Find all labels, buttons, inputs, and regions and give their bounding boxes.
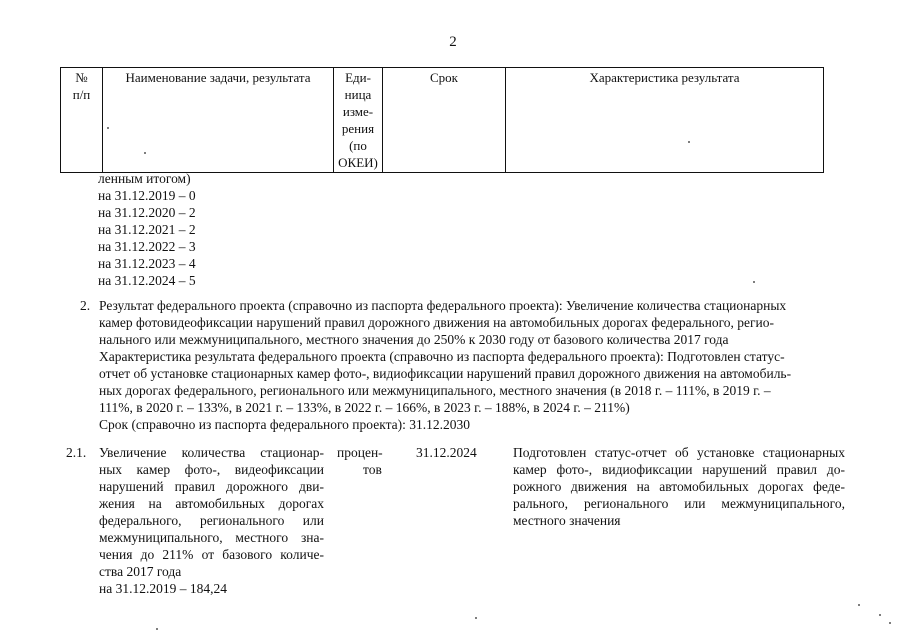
table-header bbox=[60, 67, 824, 173]
scan-speck bbox=[858, 604, 860, 606]
continuation-line: на 31.12.2020 – 2 bbox=[98, 205, 196, 220]
section-line: нального или межмуниципального, местного значения до 250% к 2030 году от базового количества 2017 года bbox=[99, 332, 729, 347]
row-number: 2.1. bbox=[66, 445, 87, 460]
row-name: Увеличение количества стационар- ных камер фото-, видеофиксации нарушений правил дорожного дви- жения на автомобильных дорогах федерального, регионального или межмуниципального, местного зна- чения до 211% от базового количе- ства 2017 года на 31.12.2019 – 184,24 bbox=[99, 445, 324, 596]
page-number: 2 bbox=[449, 34, 457, 50]
section-line: Результат федерального проекта (справочно из паспорта федерального проекта): Увеличение количества стационарных bbox=[99, 298, 787, 313]
scan-speck bbox=[156, 628, 158, 630]
header-name: Наименование задачи, результата bbox=[103, 68, 334, 173]
continuation-line: на 31.12.2021 – 2 bbox=[98, 222, 196, 237]
scan-speck bbox=[688, 141, 690, 143]
section-line: 111%, в 2020 г. – 133%, в 2021 г. – 133%, в 2022 г. – 166%, в 2023 г. – 188%, в 2024 г. – 211%) bbox=[99, 400, 630, 415]
continuation-values bbox=[98, 170, 196, 289]
continuation-line: на 31.12.2024 – 5 bbox=[98, 273, 196, 288]
section-text bbox=[99, 297, 834, 433]
header-term: Срок bbox=[383, 68, 506, 173]
section-line: Срок (справочно из паспорта федерального проекта): 31.12.2030 bbox=[99, 417, 470, 432]
scan-speck bbox=[879, 614, 881, 616]
scan-speck bbox=[107, 127, 109, 129]
row-characteristic: Подготовлен статус-отчет об установке стационарных камер фото-, видиофиксации нарушений правил до- рожного движения на автомобильных дорогах феде- рального, регионального или межмуниципального, местного значения bbox=[513, 445, 845, 528]
section-line: отчет об установке стационарных камер фото-, видиофиксации нарушений правил дорожного движения на автомобиль- bbox=[99, 366, 792, 381]
section-line: камер фотовидеофиксации нарушений правил дорожного движения на автомобильных дорогах федерального, регио- bbox=[99, 315, 775, 330]
section-number: 2. bbox=[80, 298, 91, 313]
row-unit: процен- тов bbox=[337, 445, 383, 477]
header-characteristic: Характеристика результата bbox=[506, 68, 824, 173]
scan-speck bbox=[889, 622, 891, 624]
row-term: 31.12.2024 bbox=[416, 445, 477, 460]
scan-speck bbox=[144, 152, 146, 154]
scan-speck bbox=[753, 281, 755, 283]
continuation-line: ленным итогом) bbox=[98, 171, 191, 186]
continuation-line: на 31.12.2022 – 3 bbox=[98, 239, 196, 254]
continuation-line: на 31.12.2019 – 0 bbox=[98, 188, 196, 203]
header-number: № п/п bbox=[61, 68, 103, 173]
scan-speck bbox=[475, 617, 477, 619]
section-line: Характеристика результата федерального проекта (справочно из паспорта федерального проекта): Подготовлен статус- bbox=[99, 349, 785, 364]
section-line: ных дорогах федерального, регионального или межмуниципального, местного значения (в 2018 г. – 111%, в 2019 г. – bbox=[99, 383, 771, 398]
header-unit: Еди- ница изме- рения (по ОКЕИ) bbox=[334, 68, 383, 173]
continuation-line: на 31.12.2023 – 4 bbox=[98, 256, 196, 271]
